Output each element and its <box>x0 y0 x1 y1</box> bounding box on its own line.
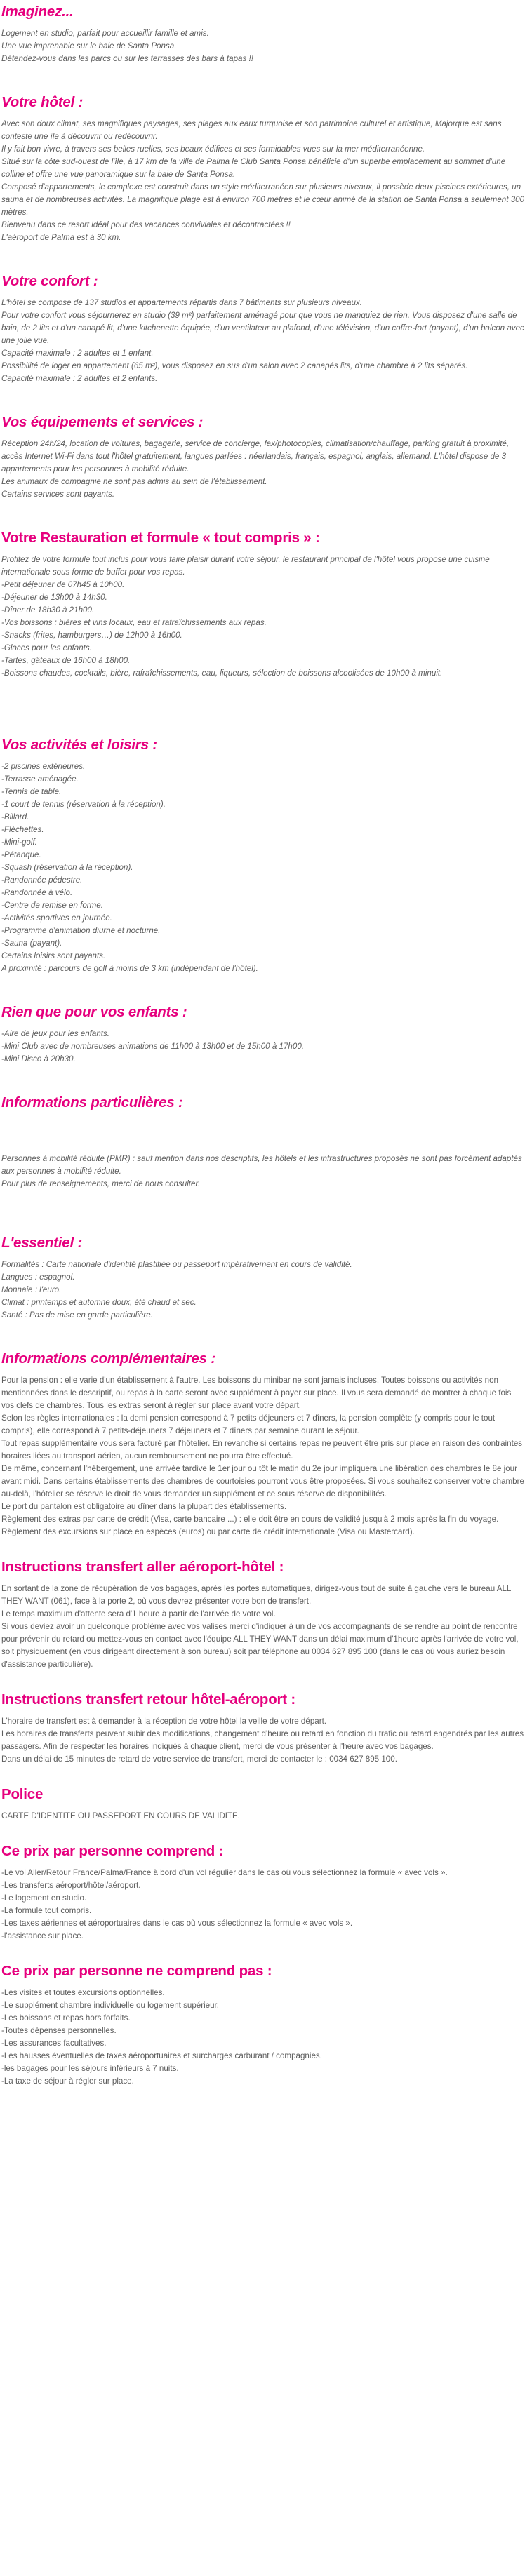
section-body <box>1 1259 525 1322</box>
text-line: Réception 24h/24, location de voitures, bagagerie, service de concierge, fax/photocopies, climatisation/chauffage, parking gratuit à proximité, accès Internet Wi-Fi dans tout l'hôtel gratuitement, langues parlées : néerlandais, français, espagnol, anglais, allemand. L'hôtel dispose de 3 appartements pour les personnes à mobilité réduite. <box>1 439 510 474</box>
section-imaginez <box>1 3 525 65</box>
text-line: Capacité maximale : 2 adultes et 1 enfant. <box>1 349 154 358</box>
text-line: Les horaires de transferts peuvent subir des modifications, changement d'heure ou retard en fonction du trafic ou retard engendrés par les autres passagers. Afin de respecter les horaires indiqués à chaque client, merci de vous présenter à l'heure avec vos bagages. <box>1 1729 524 1751</box>
section-transfert-aller <box>1 1558 525 1671</box>
section-title: Instructions transfert retour hôtel-aéroport : <box>1 1691 296 1708</box>
section-body <box>1 760 525 975</box>
text-line: -les bagages pour les séjours inférieurs à 7 nuits. <box>1 2064 179 2073</box>
text-line: -Dîner de 18h30 à 21h00. <box>1 605 95 615</box>
text-line: Composé d'appartements, le complexe est construit dans un style méditerranéen sur plusieurs niveaux, il possède deux piscines extérieures, un sauna et de nombreuses activités. La magnifique plage est à environ 700 mètres et le cœur animé de la station de Santa Ponsa à seulement 300 mètres. <box>1 182 525 217</box>
text-line: Personnes à mobilité réduite (PMR) : sauf mention dans nos descriptifs, les hôtels et les infrastructures proposés ne sont pas forcément adaptés aux personnes à mobilité réduite. <box>1 1154 522 1176</box>
section-comprend <box>1 1842 525 1943</box>
text-line: Selon les règles internationales : la demi pension correspond à 7 petits déjeuners et 7 dîners, la pension complète (y compris pour le tout compris), elle correspond à 7 petits-déjeuners 7 déjeuners et 7 dîners par semaine durant le séjour. <box>1 1414 496 1435</box>
text-line: L'horaire de transfert est à demander à la réception de votre hôtel la veille de votre départ. <box>1 1717 327 1726</box>
section-body <box>1 1028 525 1066</box>
section-title: Votre Restauration et formule « tout compris » : <box>1 530 320 546</box>
text-line: En sortant de la zone de récupération de vos bagages, après les portes automatiques, dirigez-vous tout de suite à gauche vers le bureau ALL THEY WANT (061), face à la porte 2, où vous devrez présenter votre bon de transfert. <box>1 1584 511 1606</box>
text-line: -Les visites et toutes excursions optionnelles. <box>1 1988 165 1997</box>
text-line: Les animaux de compagnie ne sont pas admis au sein de l'établissement. <box>1 477 267 486</box>
text-line: -Les transferts aéroport/hôtel/aéroport. <box>1 1881 141 1890</box>
text-line: Certains loisirs sont payants. <box>1 951 106 960</box>
text-line: -Programme d'animation diurne et nocturne. <box>1 926 161 935</box>
text-line: Pour la pension : elle varie d'un établissement à l'autre. Les boissons du minibar ne sont jamais incluses. Toutes boissons ou activités non mentionnées dans le descriptif, ou repas à la carte seront avec supplément à payer sur place. Il vous sera demandé de montrer à chaque fois vos clefs de chambres. Tous les extras seront à régler sur place avant votre départ. <box>1 1376 512 1410</box>
text-line: -l'assistance sur place. <box>1 1931 84 1940</box>
text-line: Pour plus de renseignements, merci de nous consulter. <box>1 1179 201 1188</box>
text-line: -Mini-golf. <box>1 838 37 847</box>
section-enfants <box>1 1003 525 1066</box>
section-title: Informations particulières : <box>1 1094 183 1111</box>
text-line: -Snacks (frites, hamburgers…) de 12h00 à 16h00. <box>1 631 182 640</box>
text-line: -Déjeuner de 13h00 à 14h30. <box>1 593 107 602</box>
text-line: Langues : espagnol. <box>1 1273 75 1282</box>
section-equipements <box>1 413 525 501</box>
text-line: Détendez-vous dans les parcs ou sur les terrasses des bars à tapas !! <box>1 54 253 63</box>
text-line: -Mini Club avec de nombreuses animations de 11h00 à 13h00 et de 15h00 à 17h00. <box>1 1042 304 1051</box>
section-body <box>1 554 525 680</box>
section-title: Vos équipements et services : <box>1 414 204 430</box>
text-line: Avec son doux climat, ses magnifiques paysages, ses plages aux eaux turquoise et son patrimoine culturel et artistique, Majorque est sans conteste une île à découvrir ou redécouvrir. <box>1 119 502 141</box>
section-title: Votre confort : <box>1 273 98 289</box>
section-police <box>1 1785 525 1823</box>
text-line: -Tartes, gâteaux de 16h00 à 18h00. <box>1 656 131 665</box>
section-restauration <box>1 529 525 680</box>
text-line: -Les boissons et repas hors forfaits. <box>1 2013 131 2022</box>
section-body <box>1 297 525 385</box>
text-line: -Le logement en studio. <box>1 1893 87 1903</box>
section-particulieres <box>1 1094 525 1190</box>
text-line: -La taxe de séjour à régler sur place. <box>1 2077 134 2086</box>
section-body <box>1 1867 525 1943</box>
section-complementaires <box>1 1350 525 1538</box>
section-title: L'essentiel : <box>1 1235 83 1251</box>
text-line: -Boissons chaudes, cocktails, bière, rafraîchissements, eau, liqueurs, sélection de boissons alcoolisées de 10h00 à minuit. <box>1 669 443 678</box>
text-line: -Petit déjeuner de 07h45 à 10h00. <box>1 580 125 589</box>
section-ne-comprend-pas <box>1 1962 525 2088</box>
section-title: Rien que pour vos enfants : <box>1 1004 187 1020</box>
section-title: Votre hôtel : <box>1 94 84 110</box>
text-line: Profitez de votre formule tout inclus pour vous faire plaisir durant votre séjour, le restaurant principal de l'hôtel vous propose une cuisine internationale sous forme de buffet pour vos repas. <box>1 555 490 577</box>
section-body <box>1 1810 525 1823</box>
text-line: Certains services sont payants. <box>1 490 115 499</box>
text-line: -Randonnée à vélo. <box>1 888 73 897</box>
section-title: Informations complémentaires : <box>1 1350 215 1367</box>
text-line: Le temps maximum d'attente sera d'1 heure à partir de l'arrivée de votre vol. <box>1 1609 276 1618</box>
section-essentiel <box>1 1234 525 1322</box>
section-title: Ce prix par personne ne comprend pas : <box>1 1963 272 1979</box>
section-activites <box>1 736 525 975</box>
text-line: Si vous deviez avoir un quelconque problème avec vos valises merci d'indiquer à un de vos accompagnants de se rendre au point de rencontre pour prévenir du retard ou mettez-vous en contact avec l'équipe ALL THEY WANT dans un délai maximum d'1heure après l'arrivée de votre vol, soit physiquement (en vous dirigeant directement à son bureau) soit par téléphone au 0034 627 895 100 (dans le cas où vous auriez besoin d'assistance particulière). <box>1 1622 519 1669</box>
text-line: -Le supplément chambre individuelle ou logement supérieur. <box>1 2001 219 2010</box>
text-line: Bienvenu dans ce resort idéal pour des vacances conviviales et décontractées !! <box>1 220 291 229</box>
text-line: -Pétanque. <box>1 850 41 859</box>
text-line: -La formule tout compris. <box>1 1906 92 1915</box>
section-body <box>1 1715 525 1766</box>
text-line: Situé sur la côte sud-ouest de l'île, à 17 km de la ville de Palma le Club Santa Ponsa bénéficie d'un superbe emplacement au sommet d'une colline et offre une vue panoramique sur la baie de Santa Ponsa. <box>1 157 506 179</box>
section-body <box>1 438 525 501</box>
text-line: -Sauna (payant). <box>1 939 62 948</box>
section-title: Vos activités et loisirs : <box>1 737 157 753</box>
text-line: -Billard. <box>1 812 29 821</box>
section-title: Instructions transfert aller aéroport-hôtel : <box>1 1559 284 1575</box>
text-line: -Centre de remise en forme. <box>1 901 103 910</box>
text-line: Monnaie : l'euro. <box>1 1285 62 1294</box>
text-line: Logement en studio, parfait pour accueillir famille et amis. <box>1 29 209 38</box>
section-title: Police <box>1 1786 44 1802</box>
text-line: Règlement des extras par carte de crédit (Visa, carte bancaire ...) : elle doit être en cours de validité jusqu'à 2 mois après la fin du voyage. <box>1 1515 499 1524</box>
text-line: Il y fait bon vivre, à travers ses belles ruelles, ses beaux édifices et ses formidables vues sur la mer méditerranéenne. <box>1 145 425 154</box>
text-line: -Toutes dépenses personnelles. <box>1 2026 117 2035</box>
text-line: -Les taxes aériennes et aéroportuaires dans le cas où vous sélectionnez la formule « avec vols ». <box>1 1919 353 1928</box>
text-line: Règlement des excursions sur place en espèces (euros) ou par carte de crédit internationale (Visa ou Mastercard). <box>1 1527 415 1536</box>
text-line: -Randonnée pédestre. <box>1 876 83 885</box>
text-line: Le port du pantalon est obligatoire au dîner dans la plupart des établissements. <box>1 1502 287 1511</box>
text-line: -Tennis de table. <box>1 787 62 796</box>
text-line: -Les assurances facultatives. <box>1 2039 107 2048</box>
text-line: CARTE D'IDENTITE OU PASSEPORT EN COURS DE VALIDITE. <box>1 1811 240 1820</box>
text-line: Capacité maximale : 2 adultes et 2 enfants. <box>1 374 158 383</box>
text-line: -2 piscines extérieures. <box>1 762 86 771</box>
text-line: Pour votre confort vous séjournerez en studio (39 m²) parfaitement aménagé pour que vous ne manquiez de rien. Vous disposez d'une salle de bain, de 2 lits et d'un canapé lit, d'une kitchenette équipée, d'un ventilateur au plafond, d'une télévision, d'un coffre-fort (payant), d'un balcon avec une jolie vue. <box>1 311 524 345</box>
text-line: Tout repas supplémentaire vous sera facturé par l'hôtelier. En revanche si certains repas ne peuvent être pris sur place en raison des contraintes horaires liées au transport aérien, aucun remboursement ne pourra être effectué. <box>1 1439 523 1461</box>
text-line: Possibilité de loger en appartement (65 m²), vous disposez en sus d'un salon avec 2 canapés lits, d'une chambre à 2 lits séparés. <box>1 361 468 370</box>
text-line: -Mini Disco à 20h30. <box>1 1054 76 1064</box>
text-line: -Le vol Aller/Retour France/Palma/France à bord d'un vol régulier dans le cas où vous sélectionnez la formule « avec vols ». <box>1 1868 448 1877</box>
text-line: A proximité : parcours de golf à moins de 3 km (indépendant de l'hôtel). <box>1 964 258 973</box>
section-body <box>1 1153 525 1190</box>
text-line: Formalités : Carte nationale d'identité plastifiée ou passeport impérativement en cours de validité. <box>1 1260 352 1269</box>
section-body <box>1 27 525 65</box>
text-line: L'aéroport de Palma est à 30 km. <box>1 233 121 242</box>
text-line: De même, concernant l'hébergement, une arrivée tardive le 1er jour ou tôt le matin du 2e jour impliquera une libération des chambres le 8e jour avant midi. Dans certains établissements des chambres de courtoisies pourront vous être proposées. Si vous souhaitez conserver votre chambre au-delà, l'hôtelier se réserve le droit de vous demander un supplément et ce sous réserve de disponibilités. <box>1 1464 524 1498</box>
text-line: -Activités sportives en journée. <box>1 913 112 923</box>
text-line: -Terrasse aménagée. <box>1 774 79 784</box>
text-line: -Glaces pour les enfants. <box>1 643 92 652</box>
text-line: Dans un délai de 15 minutes de retard de votre service de transfert, merci de contacter le : 0034 627 895 100. <box>1 1755 397 1764</box>
text-line: Santé : Pas de mise en garde particulière. <box>1 1310 153 1320</box>
text-line: -Les hausses éventuelles de taxes aéroportuaires et surcharges carburant / compagnies. <box>1 2051 322 2060</box>
section-confort <box>1 272 525 385</box>
section-title: Imaginez... <box>1 4 74 20</box>
text-line: -Aire de jeux pour les enfants. <box>1 1029 110 1038</box>
text-line: -Fléchettes. <box>1 825 44 834</box>
section-title: Ce prix par personne comprend : <box>1 1843 224 1859</box>
section-body <box>1 1987 525 2088</box>
text-line: -1 court de tennis (réservation à la réception). <box>1 800 166 809</box>
section-body <box>1 1583 525 1671</box>
text-line: L'hôtel se compose de 137 studios et appartements répartis dans 7 bâtiments sur plusieurs niveaux. <box>1 298 362 307</box>
section-hotel <box>1 93 525 244</box>
text-line: Une vue imprenable sur le baie de Santa Ponsa. <box>1 41 177 51</box>
text-line: Climat : printemps et automne doux, été chaud et sec. <box>1 1298 197 1307</box>
text-line: -Vos boissons : bières et vins locaux, eau et rafraîchissements aux repas. <box>1 618 267 627</box>
section-body <box>1 118 525 244</box>
section-transfert-retour <box>1 1691 525 1766</box>
text-line: -Squash (réservation à la réception). <box>1 863 133 872</box>
section-body <box>1 1374 525 1538</box>
